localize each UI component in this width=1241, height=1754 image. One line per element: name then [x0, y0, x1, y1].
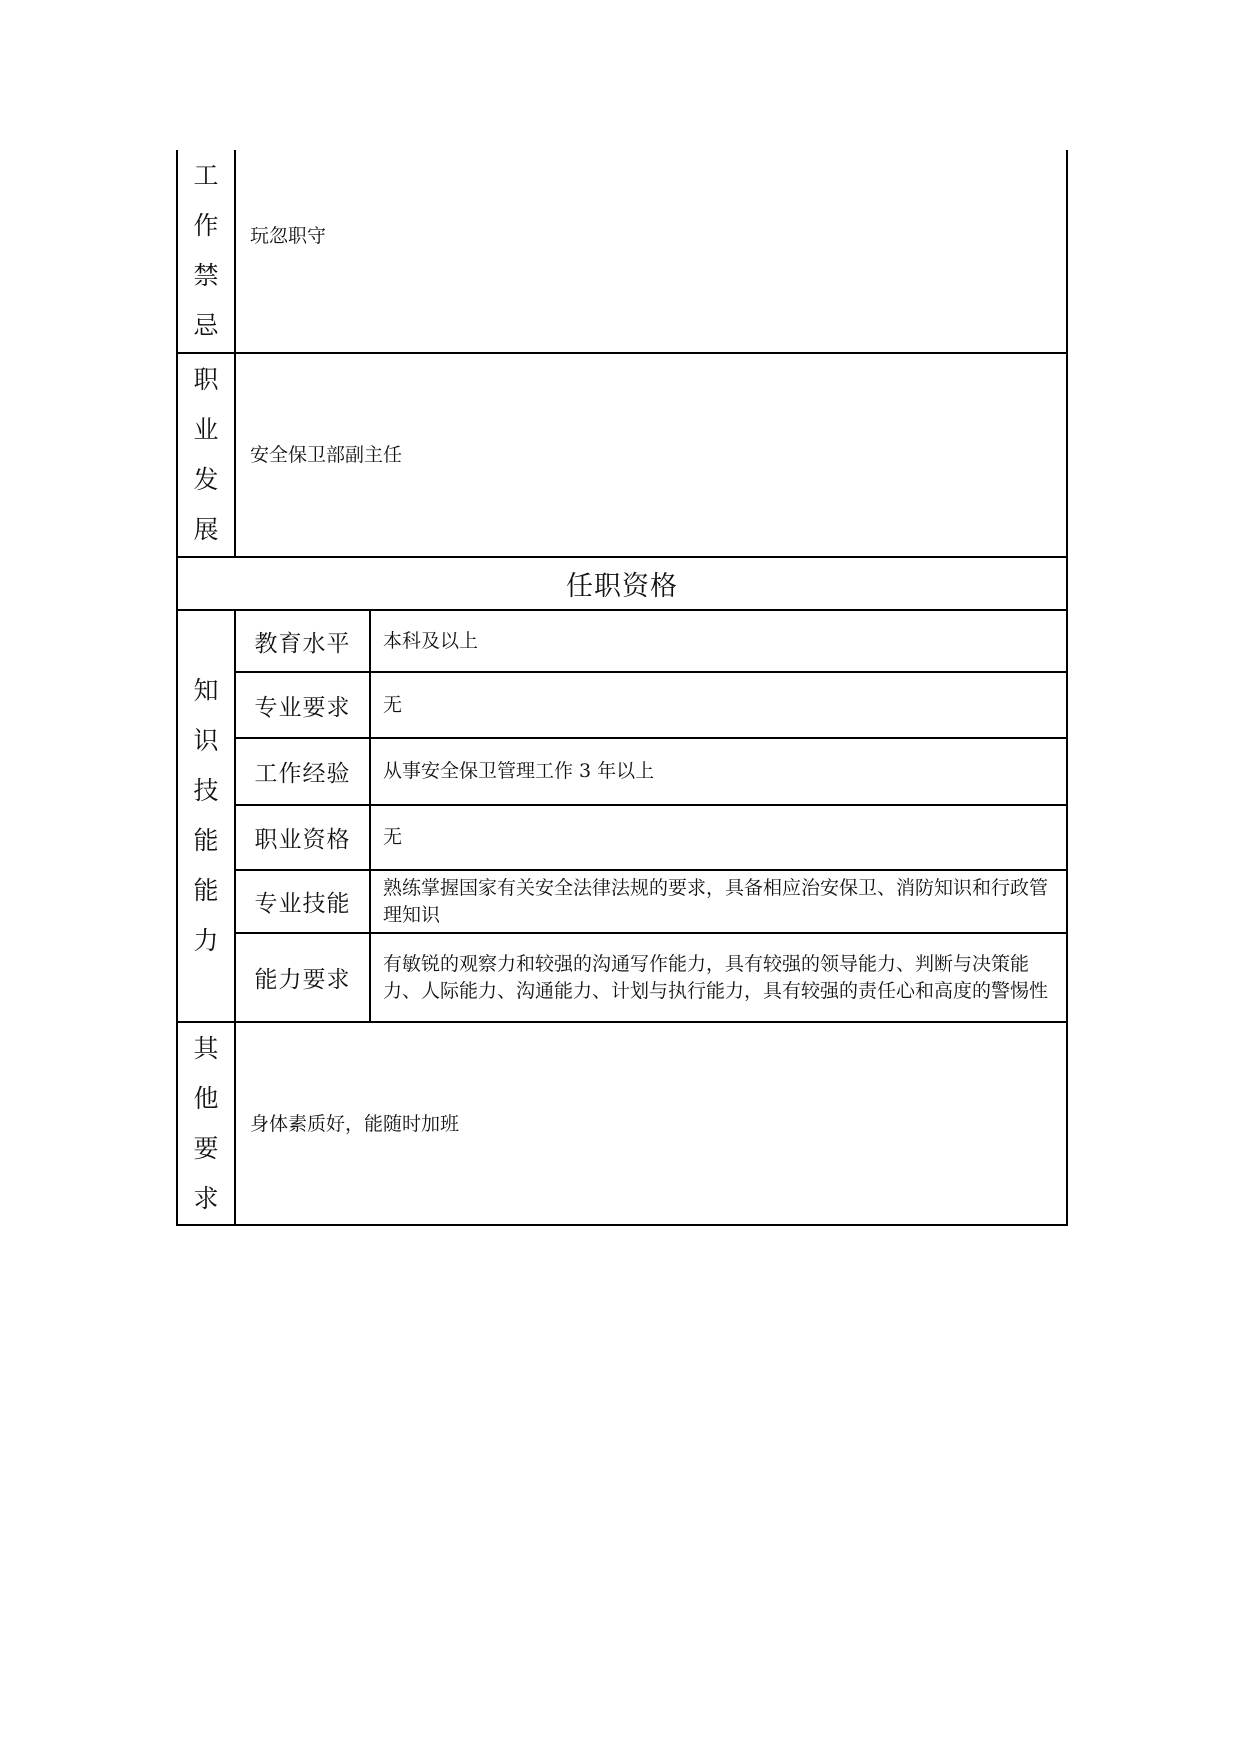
- other-label: 其 他 要 求: [177, 1022, 235, 1225]
- other-content: 身体素质好，能随时加班: [235, 1022, 1067, 1225]
- knowledge-row: [177, 610, 1067, 672]
- ability-value: 有敏锐的观察力和较强的沟通写作能力，具有较强的领导能力、判断与决策能力、人际能力、沟通能力、计划与执行能力，具有较强的责任心和高度的警惕性: [370, 933, 1067, 1022]
- job-description-table: [176, 150, 1068, 1226]
- certification-label: 职业资格: [235, 805, 370, 870]
- qualifications-header-row: [177, 557, 1067, 610]
- career-row: [177, 353, 1067, 557]
- major-row: [177, 672, 1067, 738]
- major-value: 无: [370, 672, 1067, 738]
- major-label: 专业要求: [235, 672, 370, 738]
- qualifications-header: 任职资格: [177, 557, 1067, 610]
- other-row: [177, 1022, 1067, 1225]
- experience-label: 工作经验: [235, 738, 370, 805]
- prohibitions-content: 玩忽职守: [235, 150, 1067, 353]
- certification-value: 无: [370, 805, 1067, 870]
- ability-label: 能力要求: [235, 933, 370, 1022]
- skills-label: 专业技能: [235, 870, 370, 933]
- prohibitions-row: [177, 150, 1067, 353]
- experience-row: [177, 738, 1067, 805]
- certification-row: [177, 805, 1067, 870]
- education-value: 本科及以上: [370, 610, 1067, 672]
- education-label: 教育水平: [235, 610, 370, 672]
- ability-row: [177, 933, 1067, 1022]
- experience-value: 从事安全保卫管理工作 3 年以上: [370, 738, 1067, 805]
- skills-row: [177, 870, 1067, 933]
- skills-value: 熟练掌握国家有关安全法律法规的要求，具备相应治安保卫、消防知识和行政管理知识: [370, 870, 1067, 933]
- knowledge-label: 知 识 技 能 能 力: [177, 610, 235, 1022]
- career-content: 安全保卫部副主任: [235, 353, 1067, 557]
- career-label: 职 业 发 展: [177, 353, 235, 557]
- prohibitions-label: 工 作 禁 忌: [177, 150, 235, 353]
